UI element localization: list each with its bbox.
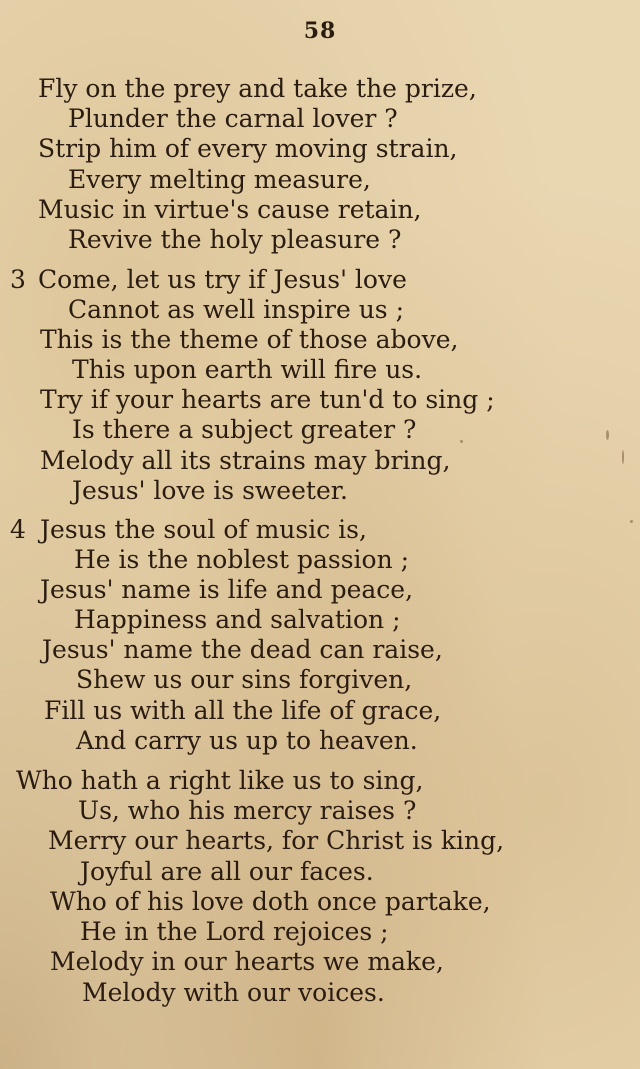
verse-line: Revive the holy pleasure ? [68, 225, 402, 254]
verse-line: Merry our hearts, for Christ is king, [48, 826, 505, 855]
verse-line: He in the Lord rejoices ; [80, 917, 389, 946]
verse-line: Us, who his mercy raises ? [78, 796, 417, 825]
verse-line: Happiness and salvation ; [74, 605, 401, 634]
stanza-number: 4 [10, 515, 26, 544]
verse-line: Every melting measure, [68, 165, 371, 194]
verse-line: Try if your hearts are tun'd to sing ; [40, 385, 495, 414]
verse-line: Plunder the carnal lover ? [68, 104, 398, 133]
verse-line: Who of his love doth once partake, [50, 887, 491, 916]
verse-line: He is the noblest passion ; [74, 545, 410, 574]
verse-line: Fill us with all the life of grace, [44, 696, 442, 725]
verse-line: Jesus' name the dead can raise, [42, 635, 443, 664]
page-number: 58 [303, 18, 337, 44]
verse-line: Is there a subject greater ? [72, 415, 417, 444]
verse-line: Shew us our sins forgiven, [76, 665, 413, 694]
verse-line: Cannot as well inspire us ; [68, 295, 405, 324]
verse-line: Jesus' name is life and peace, [40, 575, 414, 604]
verse-line: Music in virtue's cause retain, [38, 195, 422, 224]
verse-line: Who hath a right like us to sing, [16, 766, 424, 795]
verse-line: This upon earth will fire us. [72, 355, 423, 384]
verse-line: And carry us up to heaven. [76, 726, 418, 755]
paper-speck [460, 440, 463, 443]
verse-line: Fly on the prey and take the prize, [38, 74, 477, 103]
verse-line: Jesus the soul of music is, [40, 515, 367, 544]
stanza-number: 3 [10, 265, 26, 294]
paper-speck [630, 520, 633, 523]
verse-line: Come, let us try if Jesus' love [38, 265, 407, 294]
paper-speck [606, 430, 609, 440]
verse-line: Strip him of every moving strain, [38, 134, 458, 163]
verse-line: This is the theme of those above, [40, 325, 459, 354]
verse-line: Melody in our hearts we make, [50, 947, 444, 976]
verse-line: Jesus' love is sweeter. [72, 476, 348, 505]
paper-speck [622, 450, 624, 464]
verse-line: Melody all its strains may bring, [40, 446, 451, 475]
verse-line: Melody with our voices. [82, 978, 385, 1007]
verse-line: Joyful are all our faces. [80, 857, 374, 886]
